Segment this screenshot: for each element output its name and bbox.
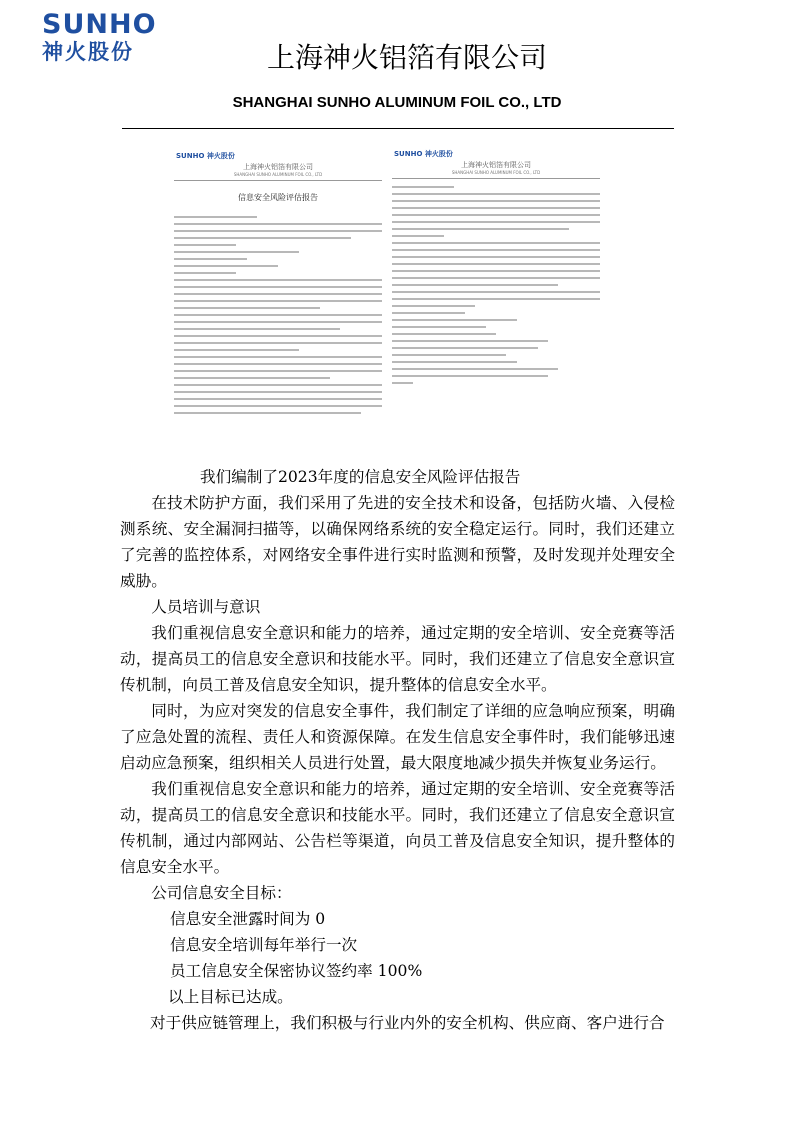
company-title-cn: 上海神火铝箔有限公司 bbox=[266, 41, 547, 74]
thumbnail-company: 上海神火铝箔有限公司 bbox=[243, 163, 313, 171]
goal-item: 信息安全泄露时间为 0 bbox=[170, 910, 326, 928]
thumbnail-text-block bbox=[392, 186, 600, 389]
goal-item: 信息安全培训每年举行一次 bbox=[170, 936, 358, 954]
thumbnail-divider bbox=[392, 178, 600, 179]
logo-text-en: SUNHO bbox=[42, 9, 157, 40]
report-thumbnail-page-2 bbox=[384, 138, 608, 438]
paragraph-awareness: 我们重视信息安全意识和能力的培养，通过定期的安全培训、安全竞赛等活动，提高员工的信息安全意识和技能水平。同时，我们还建立了信息安全意识宣传机制，通过内部网站、公告栏等渠道，向员工普及信息安全知识，提升整体的信息安全水平。 bbox=[120, 780, 675, 876]
thumbnail-text-block bbox=[174, 216, 382, 419]
thumbnail-logo: SUNHO 神火股份 bbox=[176, 152, 235, 160]
paragraph-supply-chain: 对于供应链管理上，我们积极与行业内外的安全机构、供应商、客户进行合 bbox=[150, 1014, 665, 1032]
logo-text-cn: 神火股份 bbox=[42, 40, 134, 64]
thumbnail-divider bbox=[174, 180, 382, 181]
section-heading-training: 人员培训与意识 bbox=[151, 598, 261, 616]
goal-item: 员工信息安全保密协议签约率 100% bbox=[170, 962, 423, 980]
thumbnail-company-en: SHANGHAI SUNHO ALUMINUM FOIL CO., LTD bbox=[233, 172, 323, 177]
goal-item: 以上目标已达成。 bbox=[168, 988, 293, 1006]
paragraph-emergency-response: 同时，为应对突发的信息安全事件，我们制定了详细的应急响应预案，明确了应急处置的流程、责任人和资源保障。在发生信息安全事件时，我们能够迅速启动应急预案，组织相关人员进行处置，最大限度地减少损失并恢复业务运行。 bbox=[120, 702, 675, 772]
document-body bbox=[120, 464, 675, 1036]
image-caption: 我们编制了2023年度的信息安全风险评估报告 bbox=[200, 468, 521, 486]
thumbnail-logo: SUNHO 神火股份 bbox=[394, 150, 453, 158]
header-divider bbox=[122, 128, 674, 129]
report-thumbnail-page-1 bbox=[166, 140, 390, 440]
thumbnail-company: 上海神火铝箔有限公司 bbox=[461, 161, 531, 169]
thumbnail-company-en: SHANGHAI SUNHO ALUMINUM FOIL CO., LTD bbox=[451, 170, 541, 175]
company-title-en: SHANGHAI SUNHO ALUMINUM FOIL CO., LTD bbox=[232, 94, 562, 111]
thumbnail-report-title: 信息安全风险评估报告 bbox=[238, 193, 318, 202]
paragraph-technical-protection: 在技术防护方面，我们采用了先进的安全技术和设备，包括防火墙、入侵检测系统、安全漏洞扫描等，以确保网络系统的安全稳定运行。同时，我们还建立了完善的监控体系，对网络安全事件进行实时监测和预警，及时发现并处理安全威胁。 bbox=[120, 494, 675, 590]
goals-heading: 公司信息安全目标： bbox=[151, 884, 292, 902]
paragraph-training: 我们重视信息安全意识和能力的培养，通过定期的安全培训、安全竞赛等活动，提高员工的信息安全意识和技能水平。同时，我们还建立了信息安全意识宣传机制，向员工普及信息安全知识，提升整体的信息安全水平。 bbox=[120, 624, 675, 694]
